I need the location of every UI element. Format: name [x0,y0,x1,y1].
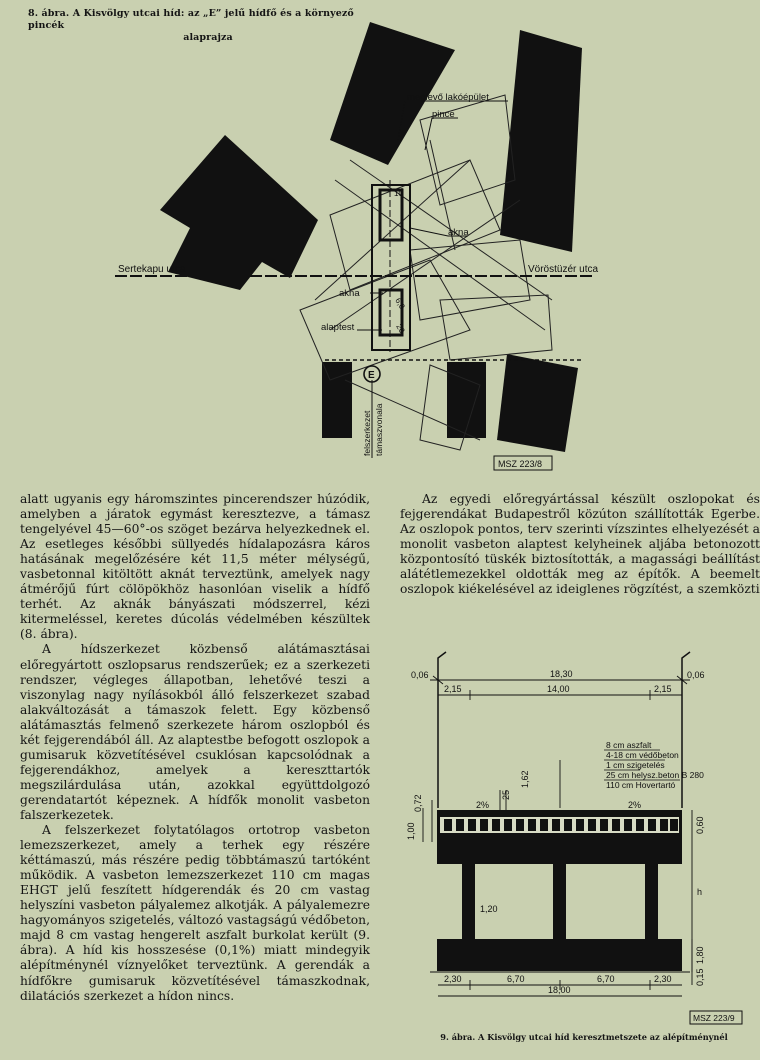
label-akna-upper: akna [448,227,469,238]
label-akna-lower: akna [339,288,360,299]
label-vorostuzer-utca: Vöröstüzér utca [528,264,599,275]
slope-right: 2% [628,800,642,810]
dim-h100: 1,00 [406,822,416,840]
label-sertekapu-utca: Sertekapu utca [118,264,186,275]
dim-col120: 1,20 [480,904,498,914]
svg-text:MSZ 223/9: MSZ 223/9 [693,1013,735,1023]
dim-b670-left: 6,70 [507,974,525,984]
dim-162: 1,62 [520,770,530,788]
lamp-left [438,652,446,668]
slope-left: 2% [476,800,490,810]
label-pince: pince [432,109,455,120]
dim-edge-right: 0,06 [687,670,705,680]
label-dim-10: 10 [394,189,403,198]
foundation-block [437,939,682,971]
layer-1: 8 cm aszfalt [606,740,652,750]
dim-side-left: 2,15 [444,684,462,694]
stamp-figure-9 [690,1011,742,1024]
dim-h072: 0,72 [413,794,423,812]
dim-b1800: 18,00 [548,985,571,995]
paragraph: Az egyedi előregyártással készült oszlopokat és fejgerendákat Budapestről közúton szállították Egerbe. Az oszlopok pontos, terv szerinti vízszintes elhelyezését a monolit vasbeton alaptest kelyheinek aljába betonozott központosító tüskék biztosították, a magassági beállítást alátétlemezekkel oldották meg az építők. A beemelt oszlopok kiékelésével az ideiglenes rögzítést, a szemközti [400,492,760,597]
pier-cap-beam [437,842,682,864]
label-tamaszvonala: támaszvonala [374,403,384,456]
dim-total-width: 18,30 [550,669,573,679]
dim-side-right: 2,15 [654,684,672,694]
dim-deck-inner: 14,00 [547,684,570,694]
figure-8-caption-line1: 8. ábra. A Kisvölgy utcai híd: az „E” jelű hídfő és a környező pincék [28,8,354,31]
layer-2: 4-18 cm védőbeton [606,750,679,760]
paragraph: A hídszerkezet közbenső alátámasztásai előregyártott oszlopsarus rendszerűek; ez a szerkezeti rendszer, végleges állapotban, lehetővé teszi a viszonylag nagy nyílásokból álló felszerkezet szabad alakváltozását a támaszok felett. Egy közbenső alátámasztás felmenő szerkezete három oszlopból és két fejgerendából áll. Az alaptestbe befogott oszlopok a gumisaruk közvetítésével csuklósan kapcsolódnak a fejgerendákhoz, amelyek a kereszttartók megszilárdulása után, azokkal együttdolgozó gerendatartót képeznek. A hídfők monolit vasbeton falszerkezetek. [20,642,370,822]
svg-text:E: E [368,370,375,381]
dim-h180: 1,80 [695,946,705,964]
figure-8-caption-line2: alaprajza [183,32,233,43]
dim-b230-left: 2,30 [444,974,462,984]
layer-4: 25 cm helysz.beton B 280 [606,770,704,780]
dim-h: h [697,887,703,897]
figure-9-caption: 9. ábra. A Kisvölgy utcai híd keresztmetszete az alépítménynél [440,1032,728,1042]
label-alaptest: alaptest [321,322,355,333]
svg-text:MSZ 223/8: MSZ 223/8 [498,459,543,469]
dim-b670-right: 6,70 [597,974,615,984]
pier-column-left [462,864,475,939]
layer-3: 1 cm szigetelés [606,760,665,770]
label-dim-20: 20 [394,322,407,335]
pier-column-middle [553,864,566,939]
label-dim-60: 6,0 [393,296,407,311]
dim-25: 25 [501,789,511,800]
label-felszerkezet: felszerkezet [362,410,372,456]
pier-column-right [645,864,658,939]
dim-h060: 0,60 [695,816,705,834]
structure [430,652,690,972]
paragraph: alatt ugyanis egy háromszintes pincerendszer húzódik, amelyben a járatok egymást keresztezve, a támasz tengelyével 45—60°-os szöget bezárva helyezkednek el. Az esetleges későbbi süllyedés hídalapozásra káros hatásának megelőzésére két 11,5 méter mélységű, vasbetonnal kitöltött aknát terveztünk, amelyek nagy átmérőjű fúrt cölöpökhöz hasonlóan viselik a hídfő terhét. Az aknák bányászati módszerrel, kézi kitermeléssel, keretes dúcolás védelmében készültek (8. ábra). [20,492,370,642]
label-meglevo-lakoepulet: meglevő lakóépület [407,92,489,103]
layer-5: 110 cm Hovertartó [606,780,676,790]
dim-b230-right: 2,30 [654,974,672,984]
lamp-right [682,652,690,668]
paragraph: A felszerkezet folytatólagos ortotrop vasbeton lemezszerkezet, amely a terhek egy részére kéttámaszú, más részére pedig többtámaszú tartóként működik. A vasbeton lemezszerkezet 110 cm magas EHGT jelű feszített hídgerendák és 20 cm vastag helyszíni vasbeton pályalemez alkotják. A pályalemezre hagyományos szigetelés, változó vastagságú védőbeton, majd 8 cm vastag hengerelt aszfalt burkolat került (9. ábra). A híd kis hosszesése (0,1%) miatt mindegyik alépítménynél víznyelőket terveztünk. A gerendák a hídfőkre gumisaruk közvetítésével támaszkodnak, dilatációs szerkezet a hídon nincs. [20,823,370,1003]
dim-edge-left: 0,06 [411,670,429,680]
dim-h015: 0,15 [695,968,705,986]
